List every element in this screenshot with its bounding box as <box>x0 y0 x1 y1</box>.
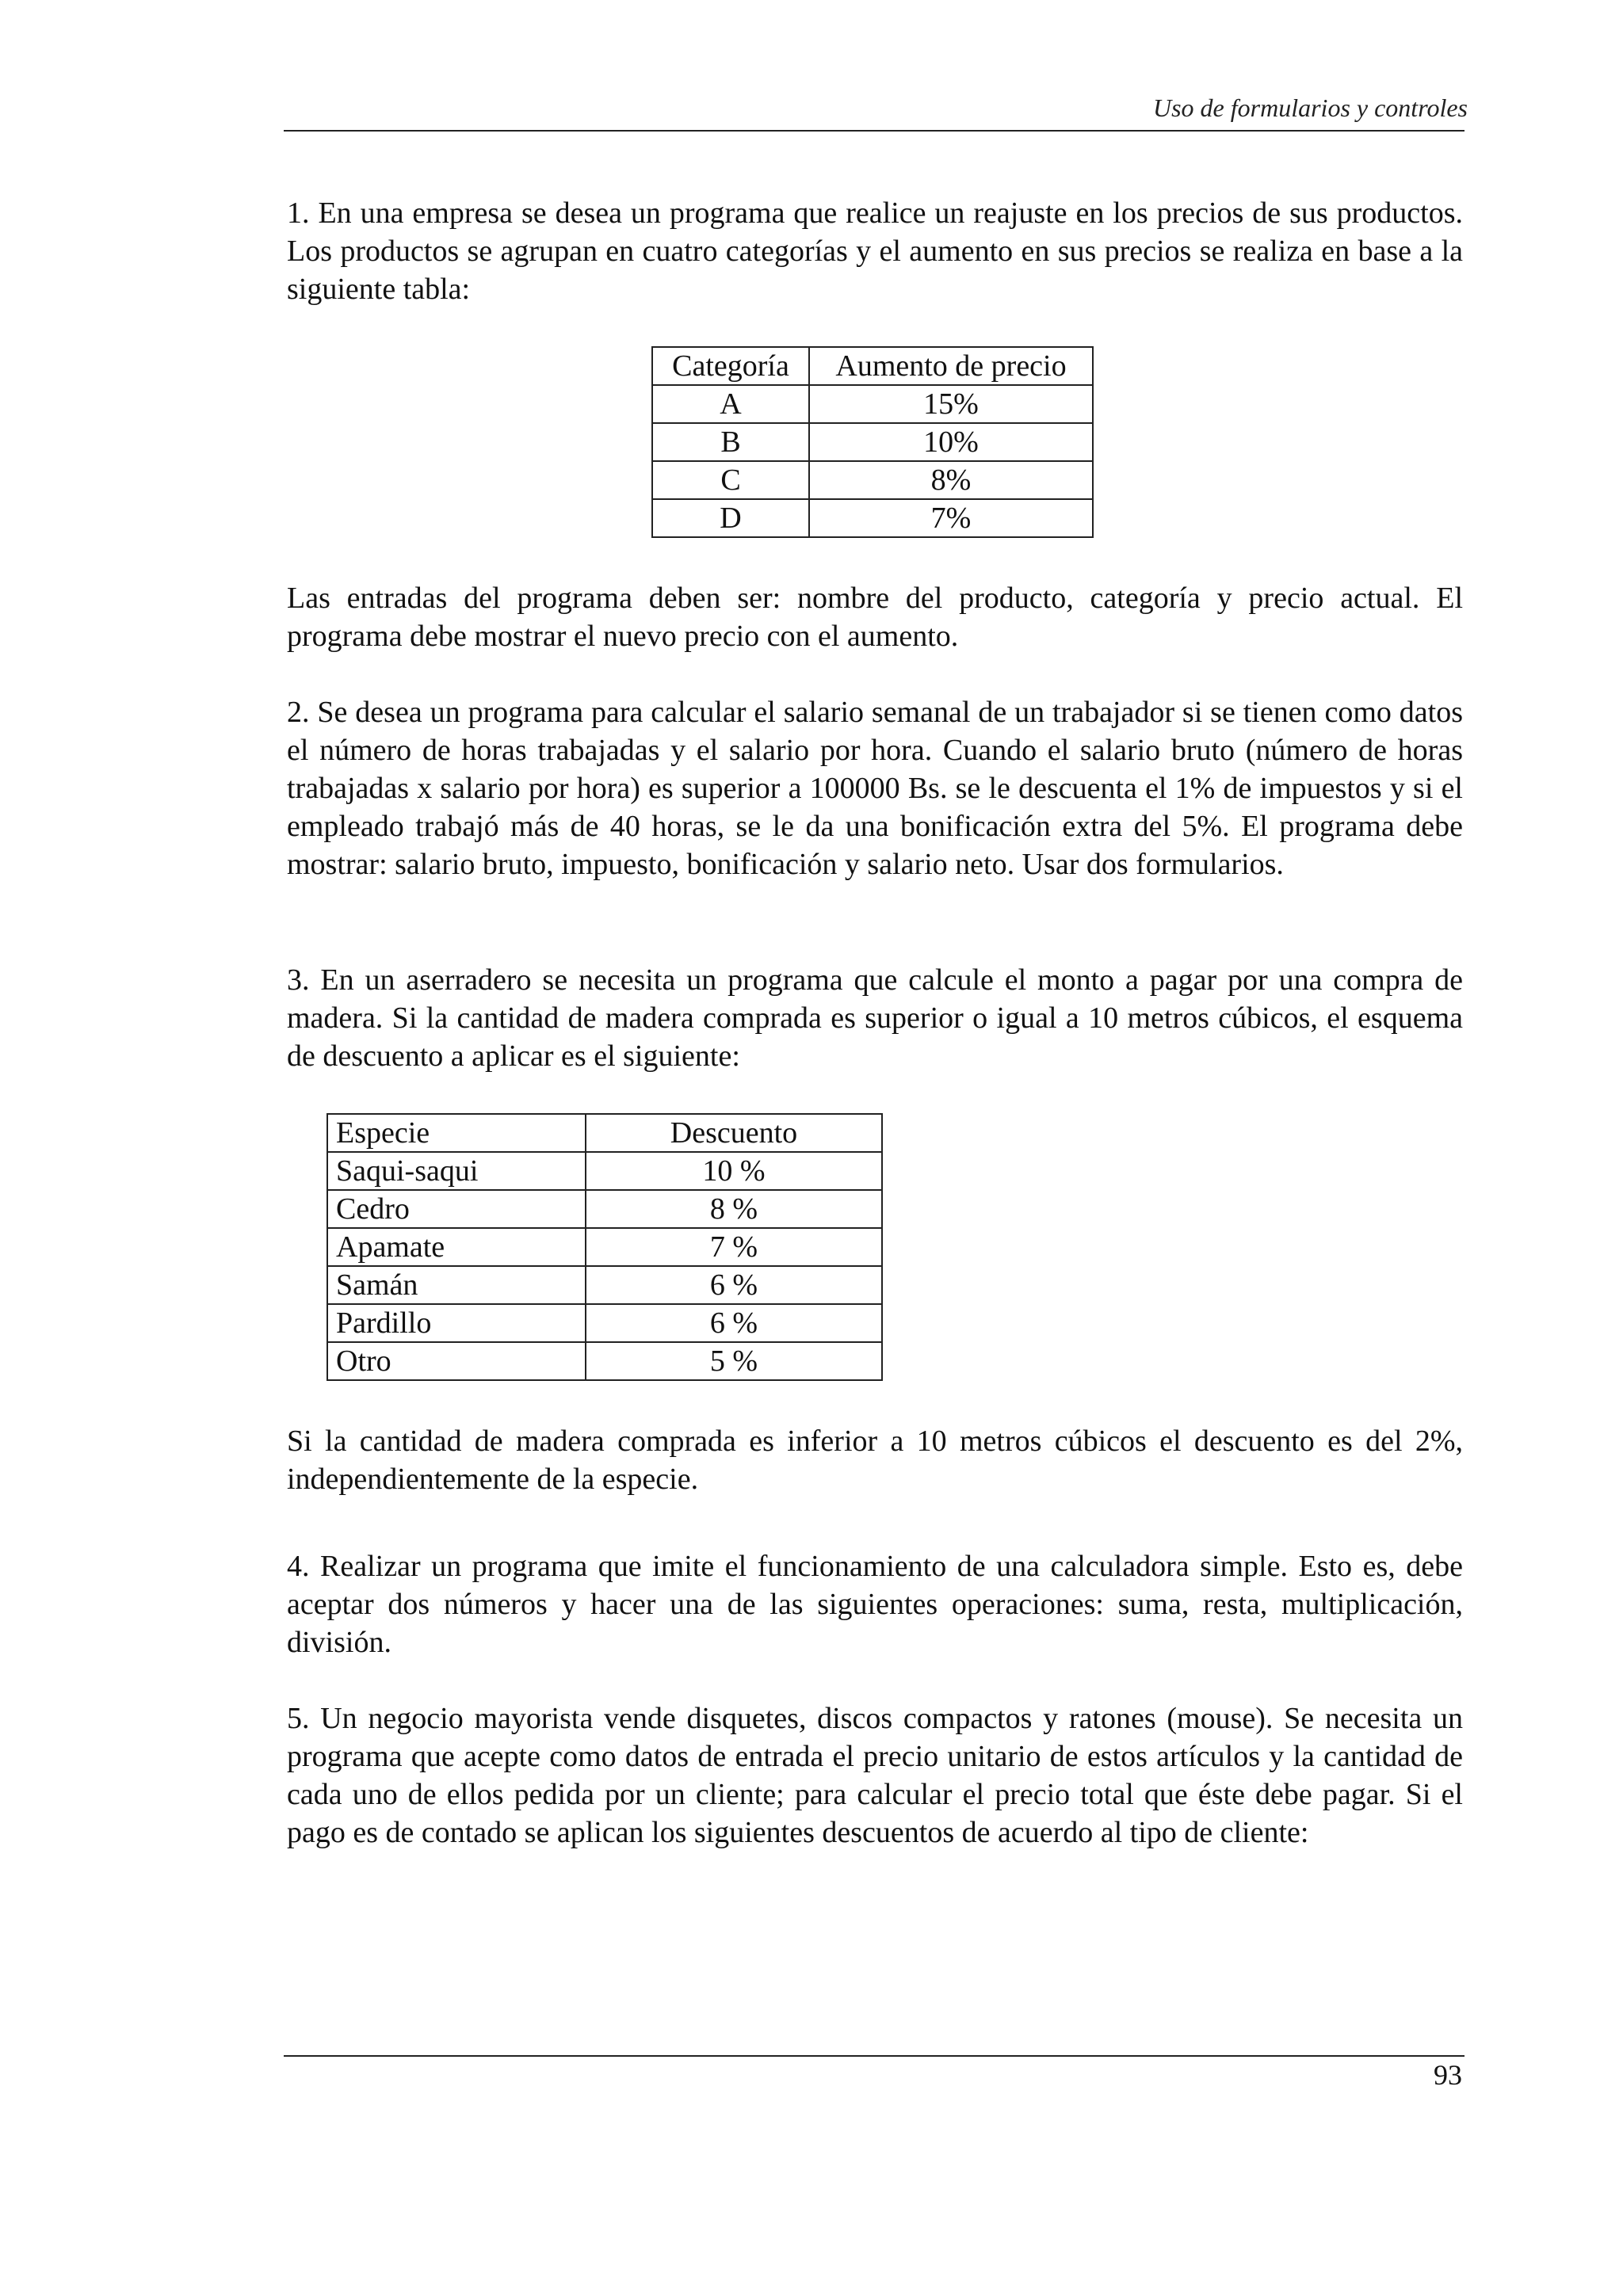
table-cell: C <box>652 461 809 499</box>
table-cell: 10% <box>809 423 1093 461</box>
exercise-2-text: 2. Se desea un programa para calcular el salario semanal de un trabajador si se tienen como datos el número de horas trabajadas y el salario por hora. Cuando el salario bruto (número de horas trabajadas x salario por hora) es superior a 100000 Bs. se le descuenta el 1% de impuestos y si el empleado trabajó más de 40 horas, se le da una bonificación extra del 5%. El programa debe mostrar: salario bruto, impuesto, bonificación y salario neto. Usar dos formularios. <box>287 696 1463 881</box>
table-cell: Cedro <box>327 1190 586 1228</box>
page-number: 93 <box>1434 2059 1462 2091</box>
running-header: Uso de formularios y controles <box>1152 93 1468 122</box>
table-cell: Pardillo <box>327 1304 586 1342</box>
table-header-cell: Categoría <box>652 347 809 385</box>
table-cell: 5 % <box>586 1342 882 1380</box>
table-cell: Saqui-saqui <box>327 1152 586 1190</box>
table-header-row <box>327 1114 882 1152</box>
exercise-5-text: 5. Un negocio mayorista vende disquetes, discos compactos y ratones (mouse). Se necesita un programa que acepte como datos de entrada el precio unitario de estos artículos y la cantidad de cada uno de ellos pedida por un cliente; para calcular el precio total que éste debe pagar. Si el pago es de contado se aplican los siguientes descuentos de acuerdo al tipo de cliente: <box>287 1702 1463 1849</box>
table-row <box>652 461 1093 499</box>
table-header-cell: Descuento <box>586 1114 882 1152</box>
table-cell: Apamate <box>327 1228 586 1266</box>
footer-rule <box>284 2055 1465 2057</box>
table-cell: D <box>652 499 809 537</box>
table-cell: 6 % <box>586 1304 882 1342</box>
table-cell: 8 % <box>586 1190 882 1228</box>
table-cell: A <box>652 385 809 423</box>
table-row <box>327 1228 882 1266</box>
table-header-row <box>652 347 1093 385</box>
table-row <box>652 423 1093 461</box>
table-row <box>652 499 1093 537</box>
header-rule <box>284 130 1465 132</box>
table-cell: 7% <box>809 499 1093 537</box>
table-cell: 15% <box>809 385 1093 423</box>
table-cell: 6 % <box>586 1266 882 1304</box>
table-header-cell: Aumento de precio <box>809 347 1093 385</box>
table-cell: Samán <box>327 1266 586 1304</box>
table-row <box>327 1190 882 1228</box>
table-row <box>327 1266 882 1304</box>
exercise-4-text: 4. Realizar un programa que imite el funcionamiento de una calculadora simple. Esto es, debe aceptar dos números y hacer una de las siguientes operaciones: suma, resta, multiplicación, división. <box>287 1550 1463 1659</box>
table-cell: Otro <box>327 1342 586 1380</box>
exercise-3-intro: 3. En un aserradero se necesita un programa que calcule el monto a pagar por una compra de madera. Si la cantidad de madera comprada es superior o igual a 10 metros cúbicos, el esquema de descuento a aplicar es el siguiente: <box>287 963 1463 1073</box>
table-row <box>327 1304 882 1342</box>
table-row <box>652 385 1093 423</box>
table-row <box>327 1152 882 1190</box>
table-cell: 8% <box>809 461 1093 499</box>
table-cell: 10 % <box>586 1152 882 1190</box>
table-cell: B <box>652 423 809 461</box>
table-cell: 7 % <box>586 1228 882 1266</box>
category-table <box>651 346 1094 538</box>
table-header-cell: Especie <box>327 1114 586 1152</box>
table-row <box>327 1342 882 1380</box>
exercise-1-outro: Las entradas del programa deben ser: nombre del producto, categoría y precio actual. El programa debe mostrar el nuevo precio con el aumento. <box>287 582 1463 653</box>
exercise-3-outro: Si la cantidad de madera comprada es inferior a 10 metros cúbicos el descuento es del 2%, independientemente de la especie. <box>287 1425 1463 1496</box>
species-discount-table <box>327 1113 883 1381</box>
exercise-1-intro: 1. En una empresa se desea un programa que realice un reajuste en los precios de sus productos. Los productos se agrupan en cuatro categorías y el aumento en sus precios se realiza en base a la siguiente tabla: <box>287 196 1463 306</box>
